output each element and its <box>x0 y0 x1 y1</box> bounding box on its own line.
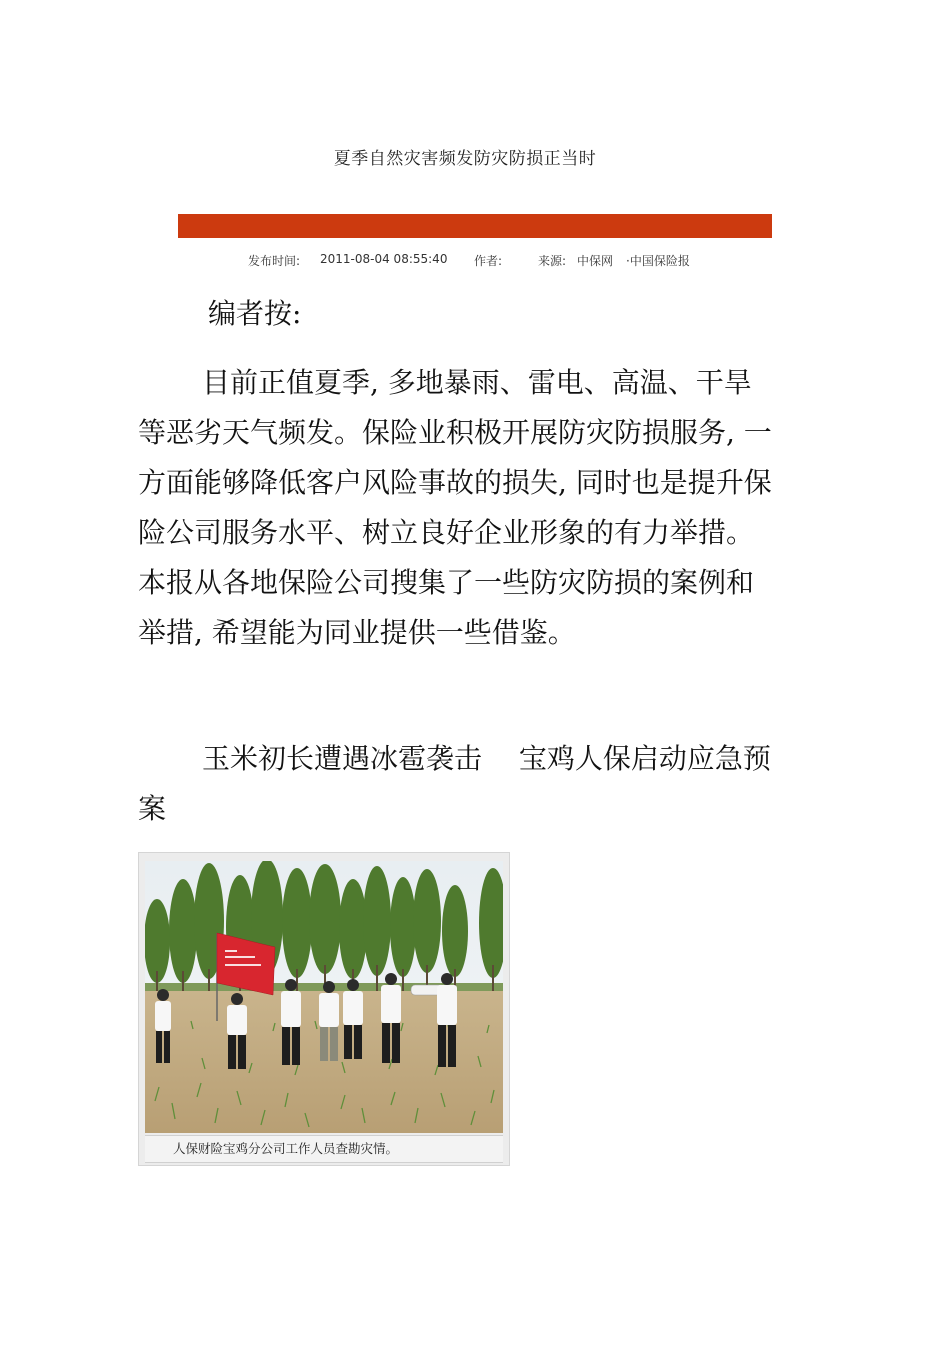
author-label: 作者: <box>474 254 503 268</box>
article-title: 夏季自然灾害频发防灾防损正当时 <box>333 149 597 169</box>
field-photo-illustration <box>145 861 503 1133</box>
photo-caption: 人保财险宝鸡分公司工作人员查勘灾情。 <box>145 1135 503 1163</box>
photo-frame <box>138 852 510 1166</box>
source-paper: ·中国保险报 <box>626 254 690 268</box>
field-photo <box>145 861 503 1133</box>
source-label: 来源: <box>538 254 567 268</box>
section-heading: 玉米初长遭遇冰雹袭击 宝鸡人保启动应急预案 <box>138 742 771 825</box>
intro-paragraph: 目前正值夏季, 多地暴雨、雷电、高温、干旱等恶劣天气频发。保险业积极开展防灾防损服务, 一方面能够降低客户风险事故的损失, 同时也是提升保险公司服务水平、树立良好企业形象的有力举措。本报从各地保险公司搜集了一些防灾防损的案例和举措, 希望能为同业提供一些借鉴。 <box>138 366 772 649</box>
source-site: 中保网 <box>577 254 614 268</box>
publish-label: 发布时间: <box>248 254 301 268</box>
editor-note: 编者按: <box>208 297 302 330</box>
publish-time: 2011-08-04 08:55:40 <box>320 252 448 266</box>
title-red-bar <box>178 214 772 238</box>
